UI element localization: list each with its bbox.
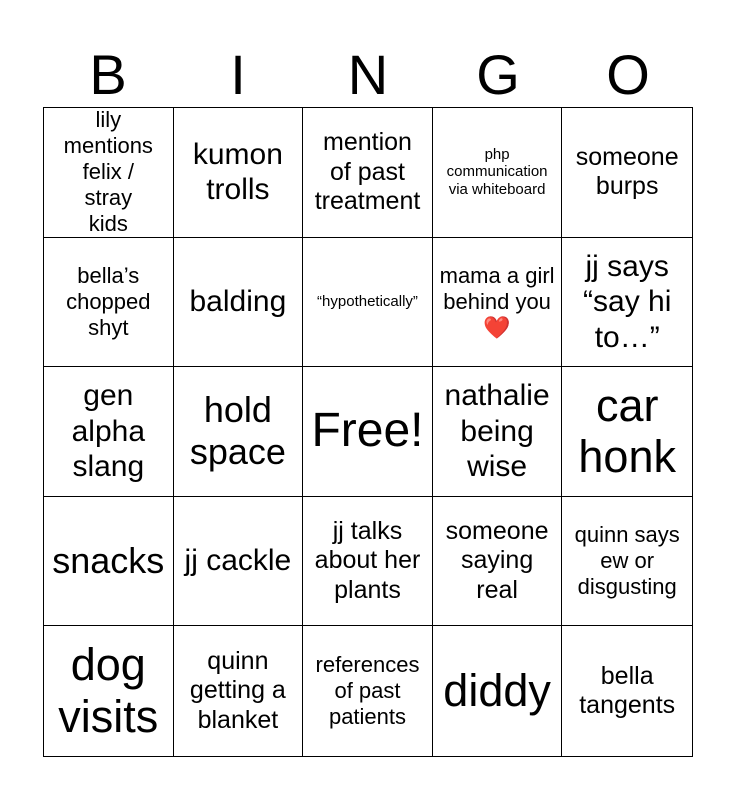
bingo-cell[interactable] [303, 238, 433, 368]
free-space: Free! [311, 404, 424, 458]
cell-text: balding [189, 285, 287, 319]
cell-text: quinn says ew or disgusting [574, 522, 680, 600]
header-letter-n: N [347, 43, 389, 106]
bingo-cell[interactable] [303, 497, 433, 627]
bingo-cell[interactable] [562, 238, 692, 368]
cell-text: someone burps [575, 142, 679, 201]
bingo-board [43, 107, 693, 757]
bingo-cell[interactable] [562, 626, 692, 756]
bingo-cell[interactable] [174, 367, 304, 497]
cell-text: gen alpha slang [71, 379, 145, 484]
cell-text: php communication via whiteboard [446, 145, 548, 199]
cell-text: quinn getting a blanket [189, 646, 286, 734]
bingo-cell[interactable] [303, 367, 433, 497]
bingo-cell[interactable] [174, 108, 304, 238]
cell-text: diddy [443, 665, 551, 717]
bingo-cell[interactable] [44, 238, 174, 368]
cell-text: dog visits [58, 639, 159, 743]
cell-text: snacks [52, 539, 165, 581]
cell-text: jj cackle [184, 544, 292, 578]
cell-text: kumon trolls [192, 137, 283, 207]
bingo-cell[interactable] [44, 626, 174, 756]
bingo-cell[interactable] [433, 108, 563, 238]
bingo-cell[interactable] [174, 238, 304, 368]
cell-text: jj talks about her plants [314, 516, 421, 604]
bingo-cell[interactable] [44, 497, 174, 627]
cell-text: someone saying real [445, 516, 549, 604]
header-letter-g: G [476, 43, 520, 106]
cell-text: nathalie being wise [444, 379, 550, 484]
cell-text: jj says “say hi to…” [583, 249, 672, 354]
header-letter-o: O [606, 43, 650, 106]
bingo-cell[interactable] [562, 497, 692, 627]
bingo-cell[interactable] [433, 238, 563, 368]
bingo-cell[interactable] [44, 367, 174, 497]
bingo-cell[interactable] [303, 108, 433, 238]
header-letter-b: B [89, 43, 127, 106]
cell-text: hold space [189, 389, 286, 473]
cell-text: mention of past treatment [314, 128, 421, 216]
bingo-cell[interactable] [562, 108, 692, 238]
bingo-cell[interactable] [433, 497, 563, 627]
bingo-cell[interactable] [303, 626, 433, 756]
cell-text: references of past patients [315, 652, 420, 730]
cell-text: “hypothetically” [317, 293, 418, 311]
bingo-cell[interactable] [174, 497, 304, 627]
cell-text: bella tangents [579, 661, 676, 720]
bingo-cell[interactable] [174, 626, 304, 756]
bingo-cell[interactable] [44, 108, 174, 238]
cell-text: lily mentions felix / stray kids [63, 108, 153, 237]
cell-text: bella’s chopped shyt [66, 262, 151, 340]
bingo-cell[interactable] [562, 367, 692, 497]
cell-text: mama a girl behind you ❤️ [439, 262, 555, 340]
bingo-cell[interactable] [433, 626, 563, 756]
header-letter-i: I [230, 43, 246, 106]
cell-text: car honk [578, 379, 676, 483]
bingo-cell[interactable] [433, 367, 563, 497]
bingo-header [43, 44, 693, 106]
